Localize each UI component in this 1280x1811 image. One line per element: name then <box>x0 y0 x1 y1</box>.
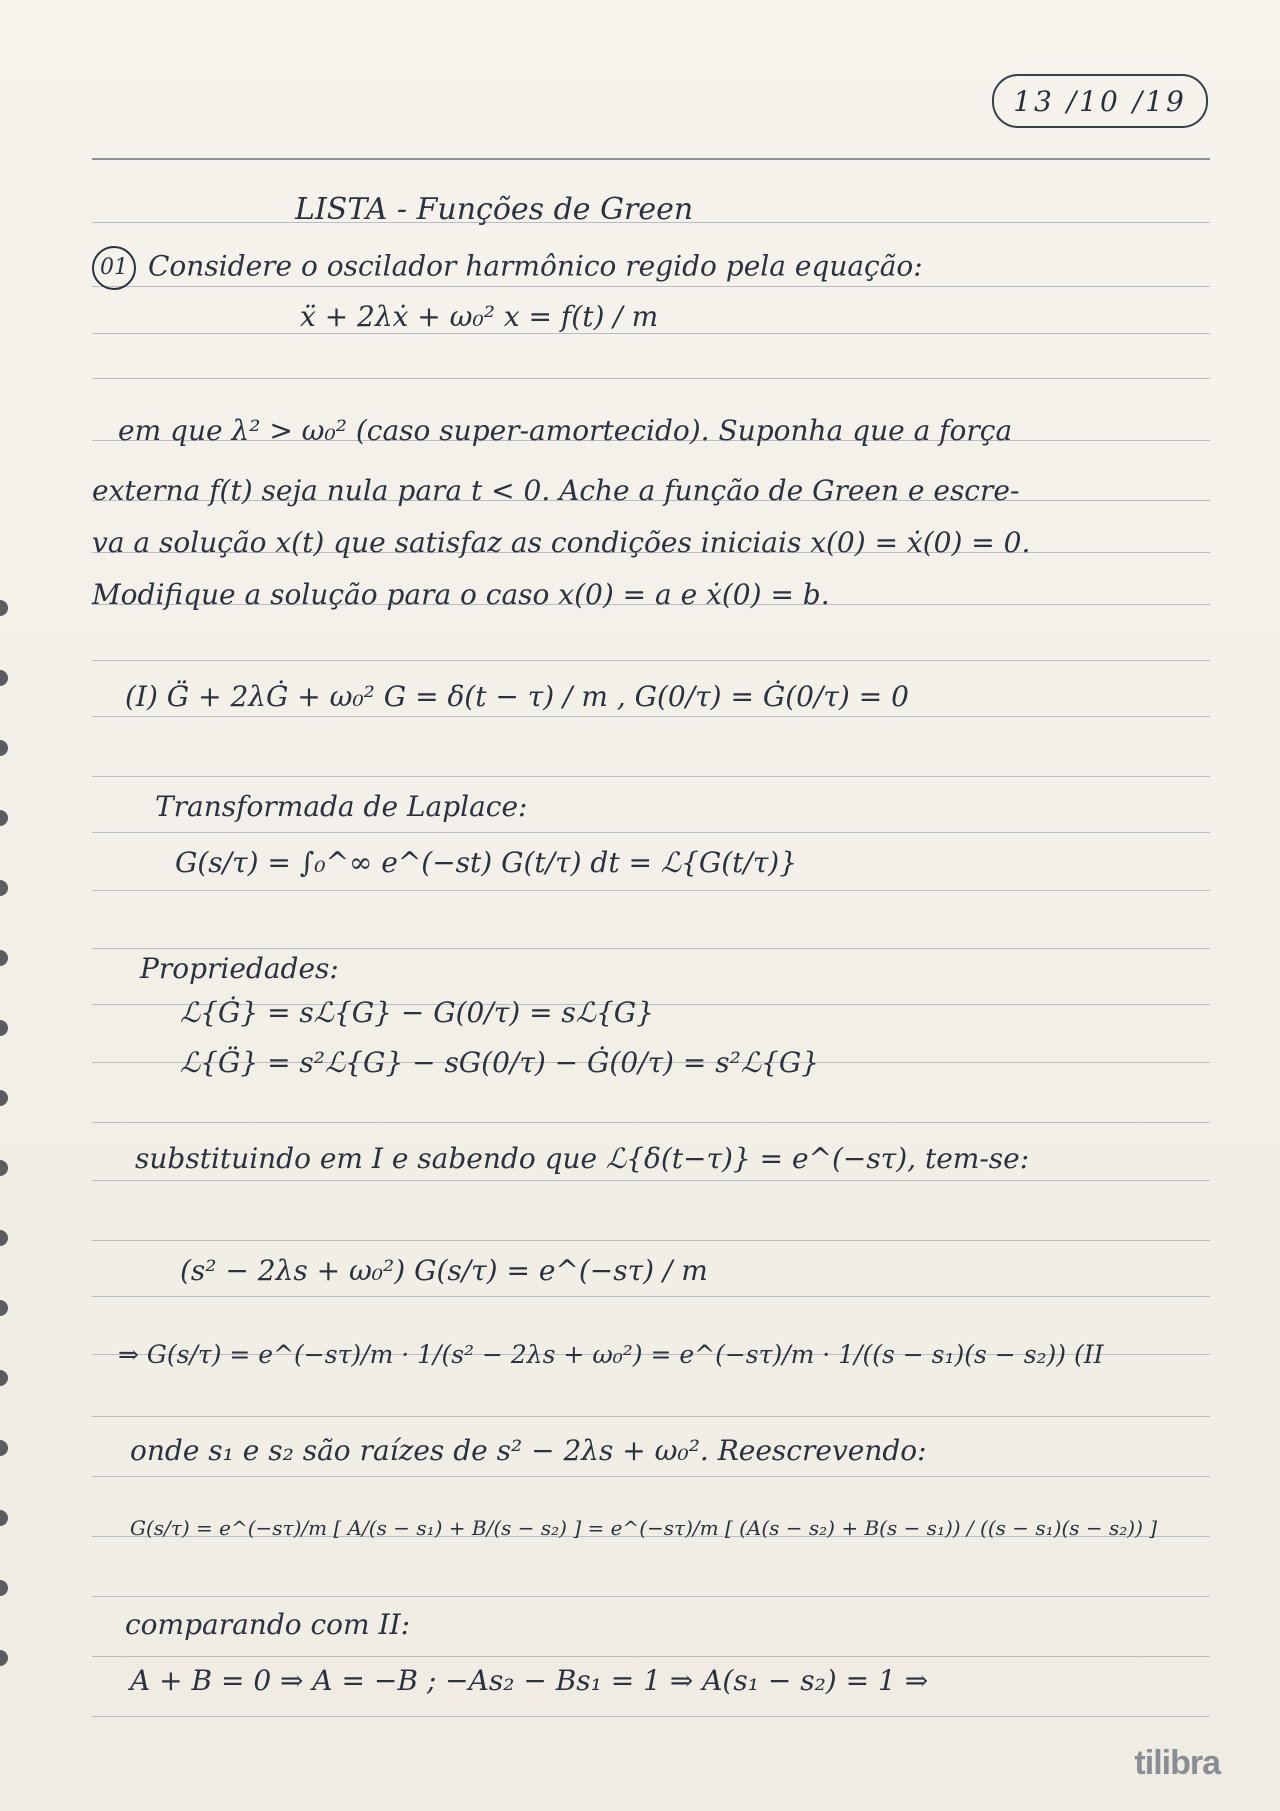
question-number-badge: 01 <box>92 246 136 290</box>
question-statement-line: 01 Considere o oscilador harmônico regido pela equação: <box>92 246 923 290</box>
section-heading: Transformada de Laplace: <box>155 790 528 823</box>
laplace-definition: G(s/τ) = ∫₀^∞ e^(−st) G(t/τ) dt = ℒ{G(t/τ)} <box>175 846 798 879</box>
text-line: va a solução x(t) que satisfaz as condições iniciais x(0) = ẋ(0) = 0. <box>92 526 1031 559</box>
brand-logo: tilibra <box>1134 1744 1220 1782</box>
equation-I: (I) G̈ + 2λĠ + ω₀² G = δ(t − τ) / m , G(0/τ) = Ġ(0/τ) = 0 <box>125 680 909 713</box>
text-line: onde s₁ e s₂ são raízes de s² − 2λs + ω₀². Reescrevendo: <box>130 1434 927 1467</box>
ruled-line <box>92 948 1210 949</box>
equation-line: (s² − 2λs + ω₀²) G(s/τ) = e^(−sτ) / m <box>180 1254 708 1287</box>
page-title: LISTA - Funções de Green <box>295 192 694 227</box>
text-line: externa f(t) seja nula para t < 0. Ache a função de Green e escre- <box>92 474 1020 507</box>
equation-line: A + B = 0 ⇒ A = −B ; −As₂ − Bs₁ = 1 ⇒ A(s₁ − s₂) = 1 ⇒ <box>130 1664 929 1697</box>
ruled-line <box>92 832 1210 833</box>
ruled-line <box>92 776 1210 777</box>
ruled-line <box>92 1596 1210 1597</box>
ruled-line <box>92 1180 1210 1181</box>
header-rule <box>92 158 1210 160</box>
section-heading: comparando com II: <box>125 1608 411 1641</box>
partial-fractions-line: G(s/τ) = e^(−sτ)/m [ A/(s − s₁) + B/(s − s₂) ] = e^(−sτ)/m [ (A(s − s₂) + B(s − s₁)) / ((s − s₁)(s − s₂)) ] <box>130 1516 1158 1540</box>
equation-II: ⇒ G(s/τ) = e^(−sτ)/m · 1/(s² − 2λs + ω₀²) = e^(−sτ)/m · 1/((s − s₁)(s − s₂)) (II <box>118 1340 1104 1369</box>
spiral-binding <box>0 600 14 1700</box>
ruled-line <box>92 716 1210 717</box>
ruled-line <box>92 890 1210 891</box>
text-line: Modifique a solução para o caso x(0) = a e ẋ(0) = b. <box>92 578 830 611</box>
ruled-line <box>92 1122 1210 1123</box>
equation-line: ẍ + 2λẋ + ω₀² x = f(t) / m <box>300 300 659 333</box>
ruled-line <box>92 333 1210 334</box>
ruled-line <box>92 1656 1210 1657</box>
ruled-line <box>92 378 1210 379</box>
ruled-line <box>92 1296 1210 1297</box>
property-line: ℒ{Ġ} = sℒ{G} − G(0/τ) = sℒ{G} <box>180 996 654 1029</box>
date-field: 13 /10 /19 <box>992 74 1208 128</box>
property-line: ℒ{G̈} = s²ℒ{G} − sG(0/τ) − Ġ(0/τ) = s²ℒ{G} <box>180 1046 819 1079</box>
ruled-line <box>92 1416 1210 1417</box>
ruled-line <box>92 660 1210 661</box>
ruled-line <box>92 1716 1210 1717</box>
ruled-line <box>92 1476 1210 1477</box>
section-heading: Propriedades: <box>140 952 339 985</box>
ruled-line <box>92 1240 1210 1241</box>
text-line: em que λ² > ω₀² (caso super-amortecido). Suponha que a força <box>118 414 1013 447</box>
text-line: substituindo em I e sabendo que ℒ{δ(t−τ)} = e^(−sτ), tem-se: <box>135 1142 1030 1175</box>
